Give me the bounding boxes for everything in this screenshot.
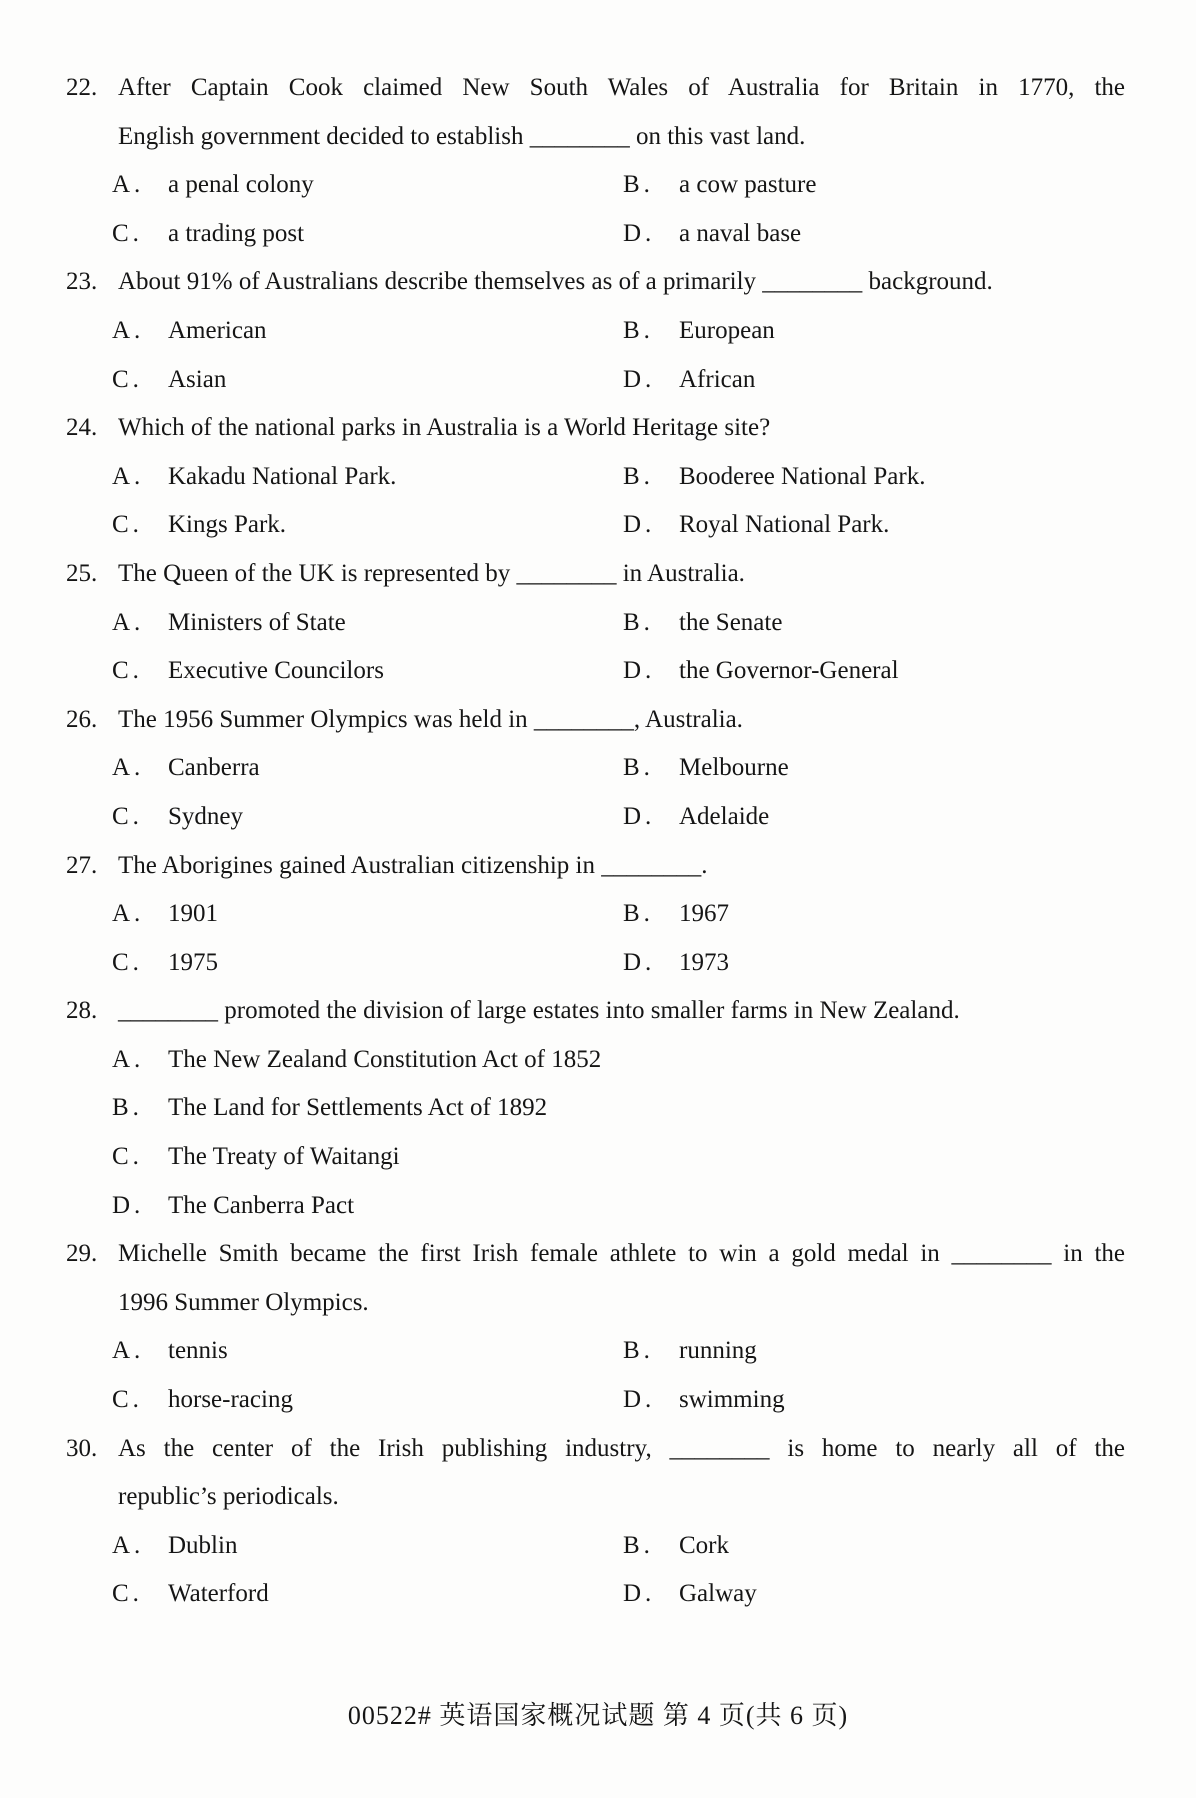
option-label: C. — [112, 1143, 143, 1171]
option-text: Galway — [679, 1580, 757, 1608]
option-cell — [112, 1084, 547, 1133]
option-label: C. — [112, 365, 143, 393]
option-text: swimming — [679, 1386, 785, 1414]
option-D — [623, 1376, 785, 1425]
option-label: B. — [623, 608, 654, 636]
option-text: Sydney — [168, 802, 243, 830]
option-text: Kakadu National Park. — [168, 462, 397, 490]
option-A — [112, 890, 623, 939]
option-label: D. — [623, 657, 656, 685]
option-label: C. — [112, 511, 143, 539]
option-label: B. — [623, 1337, 654, 1365]
option-label: A. — [112, 608, 145, 636]
option-label: C. — [112, 948, 143, 976]
question-line — [66, 696, 1125, 745]
option-A — [112, 161, 623, 210]
question-number: 25. — [66, 559, 98, 587]
option-B — [623, 599, 782, 648]
option-text: Kings Park. — [168, 511, 287, 539]
option-text: Cork — [679, 1531, 729, 1559]
option-D — [623, 501, 889, 550]
option-text: a penal colony — [168, 171, 314, 199]
option-A — [112, 599, 623, 648]
option-B — [623, 453, 925, 502]
question-line — [118, 1473, 1125, 1522]
option-text: Ministers of State — [168, 608, 346, 636]
option-label: B. — [623, 1531, 654, 1559]
question-line — [66, 550, 1125, 599]
question-line — [66, 404, 1125, 453]
option-label: C. — [112, 219, 143, 247]
option-text: 1973 — [679, 948, 729, 976]
question-text: As the center of the Irish publishing industry, ________ is home to nearly all of the — [118, 1434, 1125, 1462]
question-text: Michelle Smith became the first Irish female athlete to win a gold medal in ________ in the — [118, 1240, 1125, 1268]
question-29 — [0, 1230, 1196, 1424]
option-text: 1967 — [679, 900, 729, 928]
option-text: 1975 — [168, 948, 218, 976]
option-label: D. — [112, 1191, 145, 1219]
question-number: 30. — [66, 1434, 98, 1462]
option-text: The New Zealand Constitution Act of 1852 — [168, 1045, 602, 1073]
option-text: American — [168, 316, 267, 344]
option-label: A. — [112, 171, 145, 199]
option-cell — [112, 1133, 400, 1182]
question-text: After Captain Cook claimed New South Wales of Australia for Britain in 1770, the — [118, 74, 1125, 101]
option-label: D. — [623, 948, 656, 976]
option-C — [112, 1570, 623, 1619]
question-line — [66, 1425, 1125, 1474]
option-C — [112, 356, 623, 405]
option-text: a naval base — [679, 219, 802, 247]
question-23 — [0, 258, 1196, 404]
option-text: a trading post — [168, 219, 305, 247]
options-row — [112, 890, 1196, 939]
options-row — [112, 210, 1196, 259]
option-label: A. — [112, 1045, 145, 1073]
question-24 — [0, 404, 1196, 550]
option-label: A. — [112, 462, 145, 490]
option-cell — [112, 1036, 601, 1085]
question-text: The Aborigines gained Australian citizenship in ________. — [118, 851, 708, 879]
option-label: D. — [623, 219, 656, 247]
option-text: Booderee National Park. — [679, 462, 926, 490]
option-text: Canberra — [168, 754, 260, 782]
option-label: D. — [623, 365, 656, 393]
options-row — [112, 161, 1196, 210]
option-A — [112, 744, 623, 793]
option-D — [623, 356, 755, 405]
option-label: D. — [623, 511, 656, 539]
option-text: The Treaty of Waitangi — [168, 1143, 400, 1171]
options-row — [112, 307, 1196, 356]
option-text: Executive Councilors — [168, 657, 384, 685]
option-label: B. — [112, 1094, 143, 1122]
question-number: 23. — [66, 268, 98, 296]
question-line — [118, 1279, 1125, 1328]
option-text: Adelaide — [679, 802, 770, 830]
option-text: the Governor-General — [679, 657, 899, 685]
options-row — [112, 939, 1196, 988]
option-A — [112, 1036, 1196, 1085]
question-number: 27. — [66, 851, 98, 879]
option-label: A. — [112, 900, 145, 928]
option-text: The Canberra Pact — [168, 1191, 355, 1219]
option-C — [112, 501, 623, 550]
option-text: the Senate — [679, 608, 783, 636]
question-line — [66, 64, 1125, 113]
option-C — [112, 1376, 623, 1425]
option-label: C. — [112, 1386, 143, 1414]
option-label: D. — [623, 1580, 656, 1608]
question-line — [66, 842, 1125, 891]
option-label: A. — [112, 754, 145, 782]
options-row — [112, 647, 1196, 696]
question-text: English government decided to establish ________ on this vast land. — [118, 122, 806, 150]
option-text: Asian — [168, 365, 227, 393]
option-text: African — [679, 365, 756, 393]
question-28 — [0, 987, 1196, 1230]
option-C — [112, 210, 623, 259]
option-C — [112, 1133, 1196, 1182]
options-row — [112, 1376, 1196, 1425]
question-text: Which of the national parks in Australia is a World Heritage site? — [118, 414, 771, 442]
question-number: 22. — [66, 74, 98, 101]
question-22 — [0, 64, 1196, 258]
question-26 — [0, 696, 1196, 842]
option-A — [112, 1327, 623, 1376]
options-row — [112, 1570, 1196, 1619]
options-row — [112, 744, 1196, 793]
option-text: running — [679, 1337, 757, 1365]
option-text: a cow pasture — [679, 171, 817, 199]
option-A — [112, 453, 623, 502]
option-label: A. — [112, 1531, 145, 1559]
option-label: D. — [623, 802, 656, 830]
option-label: C. — [112, 802, 143, 830]
option-label: B. — [623, 462, 654, 490]
question-number: 28. — [66, 997, 98, 1025]
option-B — [112, 1084, 1196, 1133]
question-25 — [0, 550, 1196, 696]
option-label: B. — [623, 171, 654, 199]
question-line — [118, 113, 1125, 162]
question-text: The Queen of the UK is represented by ________ in Australia. — [118, 559, 745, 587]
option-B — [623, 744, 789, 793]
options-row — [112, 599, 1196, 648]
option-label: C. — [112, 1580, 143, 1608]
question-line — [66, 258, 1125, 307]
options-row — [112, 793, 1196, 842]
option-text: 1901 — [168, 900, 218, 928]
question-number: 24. — [66, 414, 98, 442]
option-text: The Land for Settlements Act of 1892 — [168, 1094, 548, 1122]
option-C — [112, 939, 623, 988]
question-text: ________ promoted the division of large estates into smaller farms in New Zealand. — [118, 997, 960, 1025]
option-text: Dublin — [168, 1531, 238, 1559]
question-number: 29. — [66, 1240, 98, 1268]
options-row — [112, 501, 1196, 550]
option-label: B. — [623, 900, 654, 928]
option-D — [623, 1570, 757, 1619]
option-B — [623, 1327, 757, 1376]
option-B — [623, 307, 775, 356]
question-30 — [0, 1425, 1196, 1619]
option-text: horse-racing — [168, 1386, 293, 1414]
option-D — [623, 647, 899, 696]
options-row — [112, 453, 1196, 502]
option-B — [623, 161, 816, 210]
option-label: A. — [112, 1337, 145, 1365]
option-D — [623, 793, 769, 842]
option-text: Melbourne — [679, 754, 789, 782]
option-A — [112, 1522, 623, 1571]
option-label: A. — [112, 316, 145, 344]
option-label: D. — [623, 1386, 656, 1414]
option-text: European — [679, 316, 775, 344]
question-text: About 91% of Australians describe themselves as of a primarily ________ background. — [118, 268, 993, 296]
options-row — [112, 1522, 1196, 1571]
option-C — [112, 647, 623, 696]
option-B — [623, 1522, 729, 1571]
option-text: Royal National Park. — [679, 511, 890, 539]
option-label: B. — [623, 316, 654, 344]
question-number: 26. — [66, 705, 98, 733]
question-line — [66, 1230, 1125, 1279]
options-row — [112, 1327, 1196, 1376]
option-D — [623, 939, 729, 988]
option-A — [112, 307, 623, 356]
page-footer: 00522# 英语国家概况试题 第 4 页(共 6 页) — [347, 1701, 849, 1730]
question-text: 1996 Summer Olympics. — [118, 1288, 369, 1316]
question-line — [66, 987, 1125, 1036]
option-D — [112, 1182, 1196, 1231]
question-text: republic’s periodicals. — [118, 1483, 339, 1511]
option-B — [623, 890, 729, 939]
option-text: Waterford — [168, 1580, 269, 1608]
option-D — [623, 210, 801, 259]
option-label: C. — [112, 657, 143, 685]
option-label: B. — [623, 754, 654, 782]
options-row — [112, 356, 1196, 405]
option-text: tennis — [168, 1337, 228, 1365]
option-C — [112, 793, 623, 842]
option-cell — [112, 1182, 354, 1231]
question-text: The 1956 Summer Olympics was held in ________, Australia. — [118, 705, 743, 733]
question-27 — [0, 842, 1196, 988]
